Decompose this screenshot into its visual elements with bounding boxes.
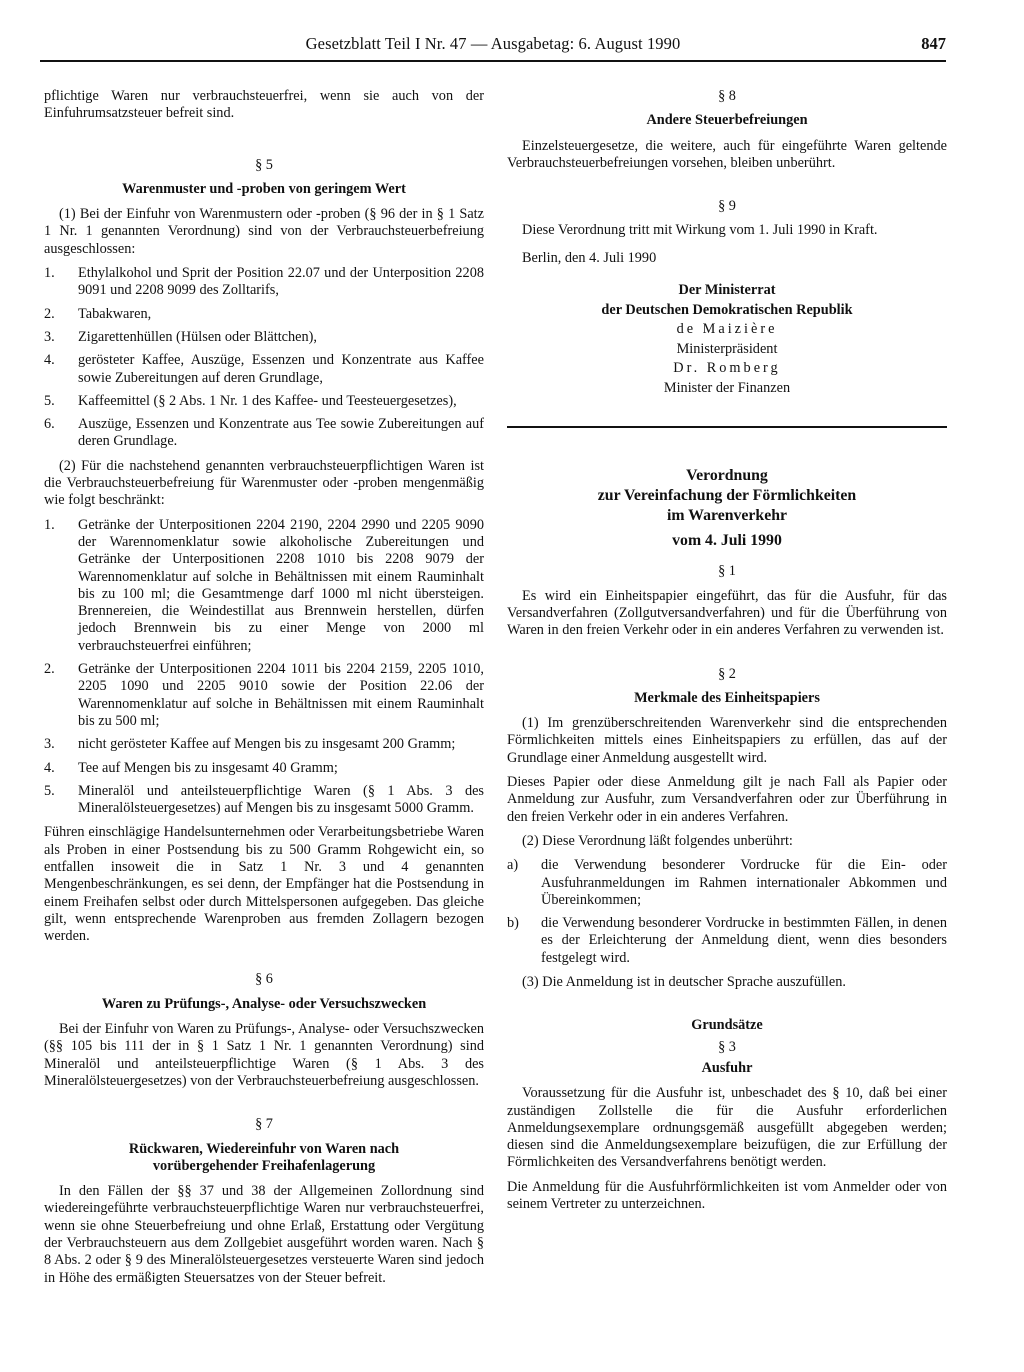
section-9-paragraph-1: Diese Verordnung tritt mit Wirkung vom 1. Juli 1990 in Kraft. [522, 222, 878, 239]
page-header [40, 32, 946, 62]
regulation-section-2-number: § 2 [718, 665, 736, 682]
page-number: 847 [921, 34, 946, 53]
signatory-name-2: Dr. Romberg [673, 360, 781, 377]
section-5-list-1 [44, 265, 484, 451]
list-item [44, 736, 484, 753]
signatory-name-1: de Maizière [676, 321, 778, 338]
list-marker: b) [507, 915, 519, 932]
signatory-role-2: Minister der Finanzen [663, 379, 791, 396]
section-6-title: Waren zu Prüfungs-, Analyse- oder Versuchszwecken [101, 995, 427, 1012]
list-item [44, 760, 484, 777]
principles-heading: Grundsätze [691, 1017, 763, 1034]
signature-org-line-1: Der Ministerrat [678, 282, 776, 299]
section-5-paragraph-3: Führen einschlägige Handelsunternehmen oder Verarbeitungsbetriebe Waren als Proben in einer Postsendung bis zu 500 Gramm Rohgewicht ein, so entfallen insoweit die in Satz 1 Nr. 3 und 4 genannten Mengenbeschränkungen, es sei denn, der Empfänger hat die Postsendung in einem Freihafen selbst oder durch Mittelspersonen aufgegeben. Das gleiche gilt, wenn entsprechende Warenproben aus fremden Zollagern bezogen werden. [44, 824, 484, 945]
regulation-section-3-number: § 3 [718, 1038, 736, 1055]
section-8-number: § 8 [718, 88, 736, 104]
list-item-text: die Verwendung besonderer Vordrucke in bestimmten Fällen, in denen es der Erleichterung der Anmeldung dient, wenn dies besonders festgelegt wird. [541, 915, 947, 966]
list-item-text: Getränke der Unterpositionen 2204 1011 bis 2204 2159, 2205 1010, 2205 1090 und 2205 9010 sowie der Position 22.06 der Warennomenklatur auf solche in Behältnissen mit einem Rauminhalt bis zu 500 ml; [78, 661, 484, 729]
list-item-text: gerösteter Kaffee, Auszüge, Essenzen und Konzentrate aus Kaffee sowie Zubereitungen auf deren Grundlage, [78, 352, 484, 386]
regulation-section-3-paragraph-1: Voraussetzung für die Ausfuhr ist, unbeschadet des § 10, daß bei einer zuständigen Zollstelle die für die Ausfuhr erforderlichen Anmeldungsexemplare ordnungsgemäß ausgefüllt abgegeben werden; diesen sind die Anmeldungsexemplare beizufügen, die zur Erfüllung der Förmlichkeiten des Versandverfahrens benötigt werden. [507, 1085, 947, 1171]
list-item [44, 393, 484, 410]
list-marker: 5. [44, 782, 55, 799]
section-5-number: § 5 [255, 156, 273, 173]
section-divider [507, 426, 947, 428]
list-item [507, 857, 947, 909]
list-marker: 1. [44, 516, 55, 533]
section-7-paragraph-1: In den Fällen der §§ 37 und 38 der Allgemeinen Zollordnung sind wiedereingeführte verbrauchsteuerpflichtige Waren nur verbrauchsteuerfrei, wenn sie ohne Steuerbefreiung und ohne Erlaß, Erstattung oder Vergütung der Verbrauchsteuern aus dem Zollgebiet ausgeführt worden waren. Nach § 8 Abs. 2 oder § 9 des Mineralölsteuergesetzes versteuerte Waren sind jedoch in Höhe des ermäßigten Steuersatzes von der Steuer befreit. [44, 1183, 484, 1286]
place-date: Berlin, den 4. Juli 1990 [522, 249, 657, 266]
list-item [44, 265, 484, 300]
list-item-text: die Verwendung besonderer Vordrucke für die Ein- oder Ausfuhranmeldungen im Rahmen internationaler Abkommen und Übereinkommen; [541, 857, 947, 908]
signature-org-line-2: der Deutschen Demokratischen Republik [601, 301, 853, 318]
header-title: Gesetzblatt Teil I Nr. 47 — Ausgabetag: 6. August 1990 [305, 34, 681, 53]
list-item-text: Mineralöl und anteilsteuerpflichtige Waren (§ 1 Abs. 3 des Mineralölsteuergesetzes) auf Mengen bis zu insgesamt 5000 Gramm. [78, 782, 484, 817]
list-item [44, 306, 484, 323]
intro-paragraph: pflichtige Waren nur verbrauchsteuerfrei, wenn sie auch von der Einfuhrumsatzsteuer befreit sind. [44, 88, 484, 122]
section-7-number: § 7 [255, 1116, 273, 1133]
list-item-text: Ethylalkohol und Sprit der Position 22.07 und der Unterposition 2208 9091 und 2208 9099 des Zolltarifs, [78, 265, 484, 299]
list-item [44, 517, 484, 655]
regulation-section-2-title: Merkmale des Einheitspapiers [634, 689, 820, 706]
list-item-text: Getränke der Unterpositionen 2204 2190, 2204 2990 und 2205 9090 der Warennomenklatur sowie alkoholische Zubereitungen und Getränke der Unterpositionen 2208 1010 bis 2208 9079 der Warennomenklatur auf solche in Behältnissen mit einem Rauminhalt bis zu 100 ml; die Gesamtmenge darf 1000 ml nicht übersteigen. Brennereien, die Weindestillat aus Brennwein herstellen, dürfen jedoch Brennwein bis zu einer Menge von 2000 ml verbrauchsteuerfrei einführen; [78, 516, 484, 654]
section-6-paragraph-1: Bei der Einfuhr von Waren zu Prüfungs-, Analyse- oder Versuchszwecken (§§ 105 bis 111 der in § 1 Satz 1 Nr. 1 genannten Verordnung) sind Mineralöl und anteilsteuerpflichtige Waren (§ 1 Abs. 3 des Mineralölsteuergesetzes) von der Verbrauchsteuerbefreiung ausgeschlossen. [44, 1021, 484, 1089]
left-column [44, 88, 484, 1294]
list-item-text: Zigarettenhüllen (Hülsen oder Blättchen), [78, 328, 317, 345]
signature-block [507, 281, 947, 398]
list-item [44, 783, 484, 818]
section-5-paragraph-2: (2) Für die nachstehend genannten verbrauchsteuerpflichtigen Waren ist die Verbrauchsteuerbefreiung für Warenmuster oder -proben mengenmäßig wie folgt beschränkt: [44, 457, 484, 509]
section-9-number: § 9 [718, 198, 736, 215]
regulation-title-line-3: im Warenverkehr [666, 507, 788, 525]
list-item-text: Tee auf Mengen bis zu insgesamt 40 Gramm; [78, 759, 338, 776]
regulation-section-2-paragraph-3: (2) Diese Verordnung läßt folgendes unberührt: [522, 832, 793, 849]
regulation-title-line-2: zur Vereinfachung der Förmlichkeiten [597, 487, 857, 505]
regulation-section-2-paragraph-1: (1) Im grenzüberschreitenden Warenverkehr sind die entsprechenden Förmlichkeiten mittels eines Einheitspapiers zu erfüllen, das auf der Grundlage einer Anmeldung ausgestellt wird. [507, 715, 947, 766]
section-8-title: Andere Steuerbefreiungen [646, 112, 808, 129]
list-item [44, 329, 484, 346]
section-6-number: § 6 [255, 971, 273, 988]
list-item-text: Kaffeemittel (§ 2 Abs. 1 Nr. 1 des Kaffee- und Teesteuergesetzes), [78, 392, 457, 409]
regulation-section-3-paragraph-2: Die Anmeldung für die Ausfuhrförmlichkeiten ist vom Anmelder oder von seinem Vertreter zu unterzeichnen. [507, 1178, 947, 1212]
regulation-section-2-paragraph-2: Dieses Papier oder diese Anmeldung gilt je nach Fall als Papier oder Anmeldung zur Ausfuhr, zum Versandverfahren oder zur Überführung in den freien Verkehr oder in ein anderes Verfahren. [507, 774, 947, 825]
list-marker: 2. [44, 305, 55, 322]
list-item-text: Tabakwaren, [78, 305, 152, 322]
list-marker: 6. [44, 416, 55, 433]
list-item [44, 416, 484, 451]
section-5-paragraph-1: (1) Bei der Einfuhr von Warenmustern oder -proben (§ 96 der in § 1 Satz 1 Nr. 1 genannten Verordnung) sind von der Verbrauchsteuerbefreiung ausgeschlossen: [44, 206, 484, 257]
regulation-date: vom 4. Juli 1990 [672, 532, 782, 550]
regulation-section-2-paragraph-4: (3) Die Anmeldung ist in deutscher Sprache auszufüllen. [522, 974, 846, 991]
section-8-paragraph-1: Einzelsteuergesetze, die weitere, auch für eingeführte Waren geltende Verbrauchsteuerbefreiungen vorsehen, bleiben unberührt. [507, 137, 947, 171]
list-item-text: Auszüge, Essenzen und Konzentrate aus Tee sowie Zubereitungen auf deren Grundlage. [78, 416, 484, 450]
regulation-section-1-paragraph-1: Es wird ein Einheitspapier eingeführt, das für die Ausfuhr, für das Versandverfahren (Zollgutversandverfahren) und für die Überführung von Waren in den freien Verkehr oder in ein anderes Verfahren zu verwenden ist. [507, 587, 947, 639]
regulation-title-line-1: Verordnung [686, 467, 768, 485]
list-item [507, 915, 947, 967]
list-item-text: nicht gerösteter Kaffee auf Mengen bis zu insgesamt 200 Gramm; [78, 736, 456, 753]
signatory-role-1: Ministerpräsident [676, 340, 778, 357]
list-marker: 3. [44, 736, 55, 753]
right-column [507, 88, 947, 1220]
list-item [44, 661, 484, 730]
regulation-section-1-number: § 1 [718, 563, 736, 580]
list-marker: 4. [44, 352, 55, 369]
section-5-list-2 [44, 517, 484, 818]
section-7-title-line-2: vorübergehender Freihafenlagerung [152, 1157, 376, 1174]
section-5-title: Warenmuster und -proben von geringem Wert [122, 180, 406, 197]
list-marker: 2. [44, 661, 55, 678]
regulation-section-3-title: Ausfuhr [701, 1059, 753, 1076]
list-marker: a) [507, 857, 519, 874]
section-7-title-line-1: Rückwaren, Wiedereinfuhr von Waren nach [128, 1140, 400, 1157]
list-item [44, 352, 484, 387]
list-marker: 4. [44, 759, 55, 776]
regulation-section-2-list [507, 857, 947, 967]
list-marker: 5. [44, 392, 55, 409]
list-marker: 3. [44, 328, 55, 345]
list-marker: 1. [44, 265, 55, 282]
